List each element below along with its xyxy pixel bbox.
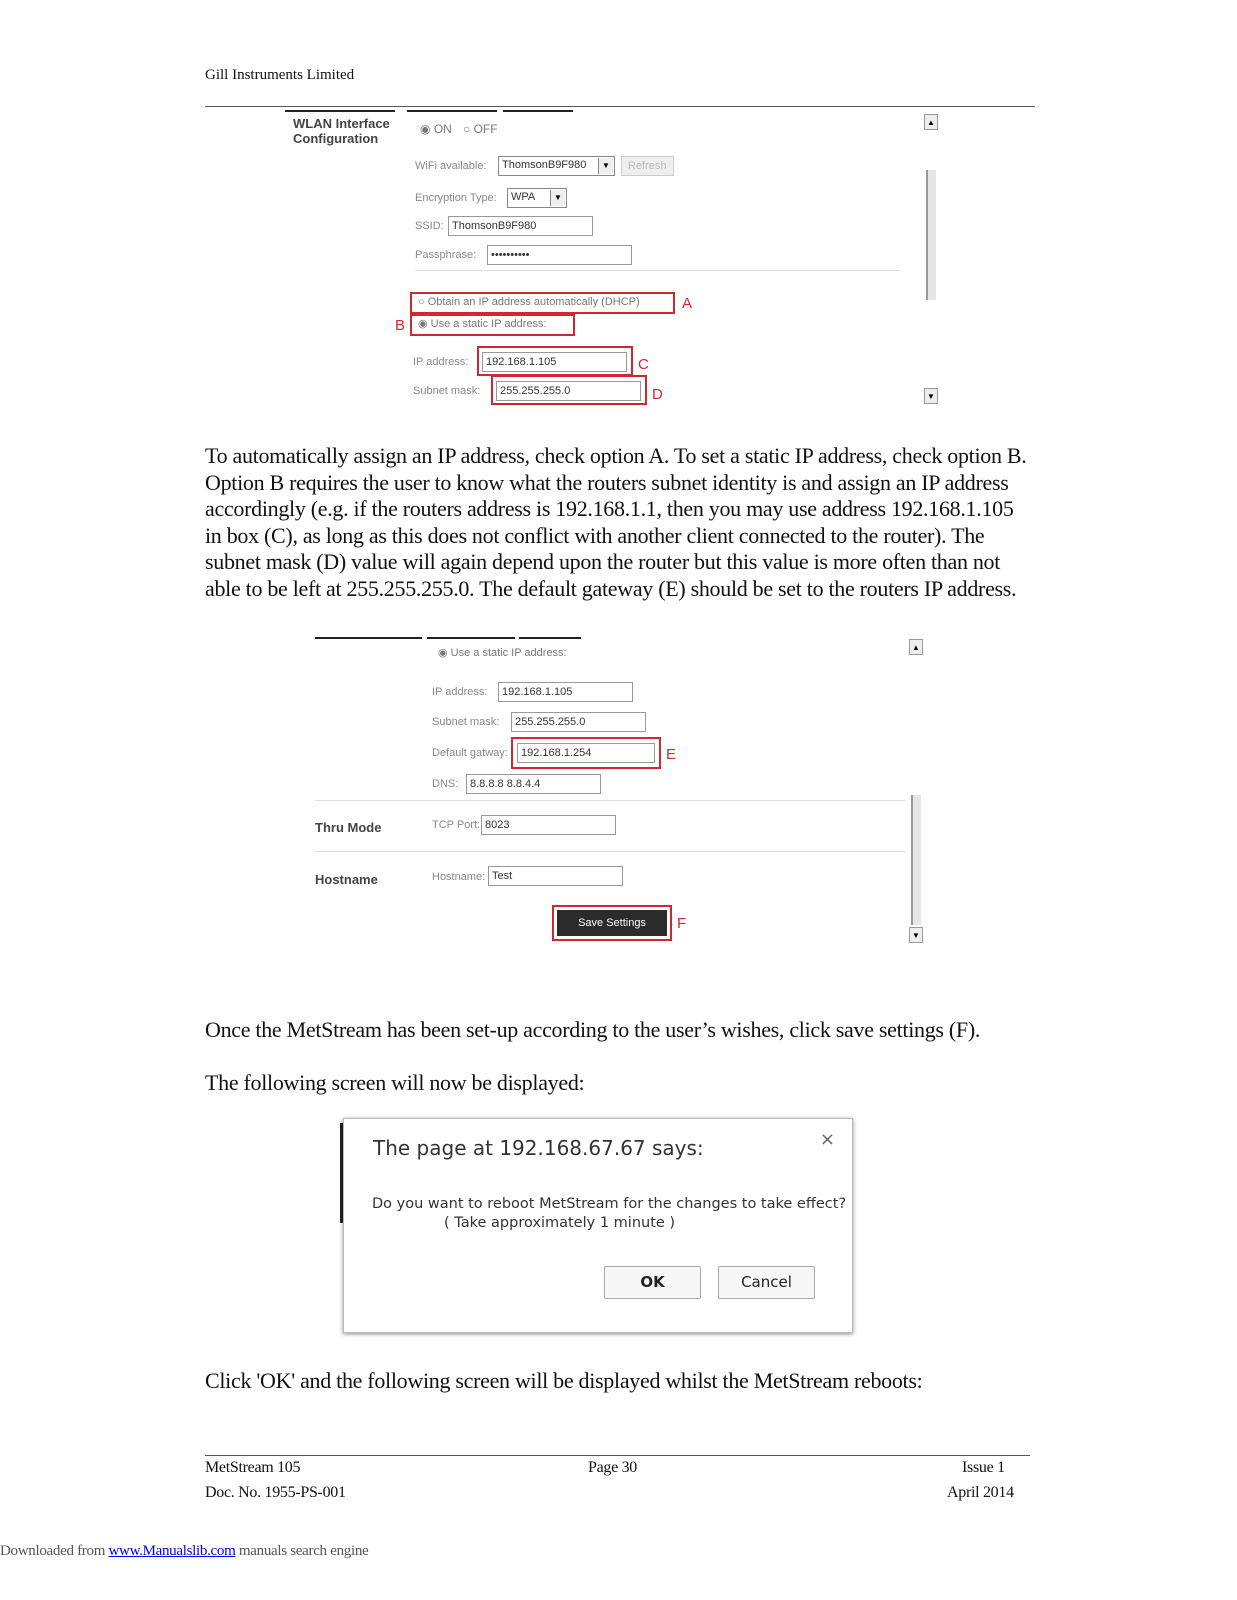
encryption-type-select[interactable] [507, 188, 567, 208]
divider [315, 800, 905, 801]
footer-date: April 2014 [947, 1484, 1014, 1501]
passphrase-input[interactable]: •••••••••• [487, 245, 632, 265]
footer-doc-number: Doc. No. 1955-PS-001 [205, 1484, 346, 1501]
header-rule [205, 106, 1035, 107]
ip-address-label: IP address: [432, 686, 488, 698]
subnet-mask-input[interactable]: 255.255.255.0 [496, 381, 641, 401]
off-radio[interactable]: ○ OFF [463, 122, 498, 136]
refresh-button[interactable]: Refresh [621, 156, 674, 176]
marker-e: E [666, 746, 677, 763]
manualslib-link[interactable]: www.Manualslib.com [108, 1543, 236, 1559]
subnet-mask-label: Subnet mask: [432, 716, 500, 728]
footer-product: MetStream 105 [205, 1459, 301, 1476]
chevron-down-icon: ▼ [550, 190, 565, 206]
save-settings-button[interactable]: Save Settings [557, 910, 667, 936]
ip-address-label: IP address: [413, 356, 469, 368]
footer-rule [205, 1455, 1030, 1456]
section-thru-mode-label: Thru Mode [315, 820, 382, 835]
footer-page-number: Page 30 [588, 1459, 638, 1476]
encryption-value: WPA [511, 191, 536, 203]
ssid-input[interactable]: ThomsonB9F980 [448, 216, 593, 236]
scrollbar-thumb[interactable] [911, 795, 921, 925]
dns-label: DNS: [432, 778, 459, 790]
chevron-down-icon: ▼ [598, 158, 613, 174]
tcp-port-label: TCP Port: [432, 819, 481, 831]
dns-input[interactable]: 8.8.8.8 8.8.4.4 [466, 774, 601, 794]
wifi-value: ThomsonB9F980 [502, 159, 587, 171]
marker-d: D [652, 386, 663, 403]
scroll-down-arrow[interactable]: ▼ [924, 388, 938, 404]
scroll-down-arrow[interactable]: ▼ [909, 927, 923, 943]
default-gateway-input[interactable]: 192.168.1.254 [517, 743, 655, 763]
paragraph-following-screen: The following screen will now be displayed: [205, 1070, 585, 1095]
paragraph-ip-assignment: To automatically assign an IP address, check option A. To set a static IP address, check option B. Option B requires the user to know what the routers subnet identity is and assign an IP address accordingly (e.g. if the routers address is 192.168.1.1, then you may use address 192.168.1.105 in box (C), as long as this does not conflict with another client connected to the router). The subnet mask (D) value will again depend upon the router but this value is more often than not able to be left at 255.255.255.0. The default gateway (E) should be set to the routers IP address. [205, 443, 1027, 601]
dialog-message: Do you want to reboot MetStream for the changes to take effect? [372, 1196, 847, 1212]
off-label: OFF [473, 122, 498, 136]
static-radio[interactable]: ◉ Use a static IP address: [418, 318, 547, 330]
static-ip-screenshot [315, 635, 945, 955]
on-label: ON [433, 122, 452, 136]
wifi-available-select[interactable] [498, 156, 615, 176]
static-radio[interactable]: ◉ Use a static IP address: [438, 647, 567, 659]
scroll-up-arrow[interactable]: ▲ [924, 114, 938, 130]
download-attribution [0, 1543, 368, 1560]
on-radio[interactable]: ◉ ON [420, 122, 452, 136]
dhcp-label: Obtain an IP address automatically (DHCP) [427, 296, 640, 308]
default-gateway-label: Default gatway: [432, 747, 508, 759]
static-label: Use a static IP address: [430, 318, 547, 330]
dialog-title: The page at 192.168.67.67 says: [373, 1136, 704, 1160]
ssid-label: SSID: [415, 220, 444, 232]
section-wlan-label: WLAN Interface Configuration [293, 116, 390, 146]
hostname-label: Hostname: [432, 871, 486, 883]
scrollbar-thumb[interactable] [926, 170, 936, 300]
divider [415, 270, 900, 271]
marker-b: B [395, 317, 406, 334]
close-icon[interactable]: × [819, 1129, 835, 1150]
paragraph-reboot: Click 'OK' and the following screen will be displayed whilst the MetStream reboots: [205, 1368, 923, 1393]
encryption-type-label: Encryption Type: [415, 192, 497, 204]
dhcp-radio[interactable]: ○ Obtain an IP address automatically (DHCP) [418, 296, 640, 308]
marker-c: C [638, 356, 649, 373]
scroll-up-arrow[interactable]: ▲ [909, 639, 923, 655]
footer-issue: Issue 1 [962, 1459, 1005, 1476]
download-suffix: manuals search engine [235, 1543, 369, 1559]
cancel-button[interactable]: Cancel [718, 1266, 815, 1299]
subnet-mask-label: Subnet mask: [413, 385, 481, 397]
divider [315, 851, 905, 852]
paragraph-save-settings: Once the MetStream has been set-up according to the user’s wishes, click save settings (F). [205, 1017, 981, 1042]
ok-button[interactable]: OK [604, 1266, 701, 1299]
reboot-dialog [343, 1118, 853, 1333]
subnet-mask-input[interactable]: 255.255.255.0 [511, 712, 646, 732]
hostname-input[interactable]: Test [488, 866, 623, 886]
wlan-config-screenshot [285, 110, 965, 420]
static-label: Use a static IP address: [450, 647, 567, 659]
marker-a: A [682, 295, 693, 312]
ip-address-input[interactable]: 192.168.1.105 [498, 682, 633, 702]
ip-address-input[interactable]: 192.168.1.105 [482, 352, 627, 372]
tcp-port-input[interactable]: 8023 [481, 815, 616, 835]
dialog-message-note: ( Take approximately 1 minute ) [444, 1215, 676, 1231]
download-prefix: Downloaded from [0, 1543, 109, 1559]
header-company: Gill Instruments Limited [205, 67, 355, 83]
wifi-available-label: WiFi available: [415, 160, 487, 172]
section-hostname-label: Hostname [315, 872, 378, 887]
passphrase-label: Passphrase: [415, 249, 477, 261]
marker-f: F [677, 915, 687, 932]
